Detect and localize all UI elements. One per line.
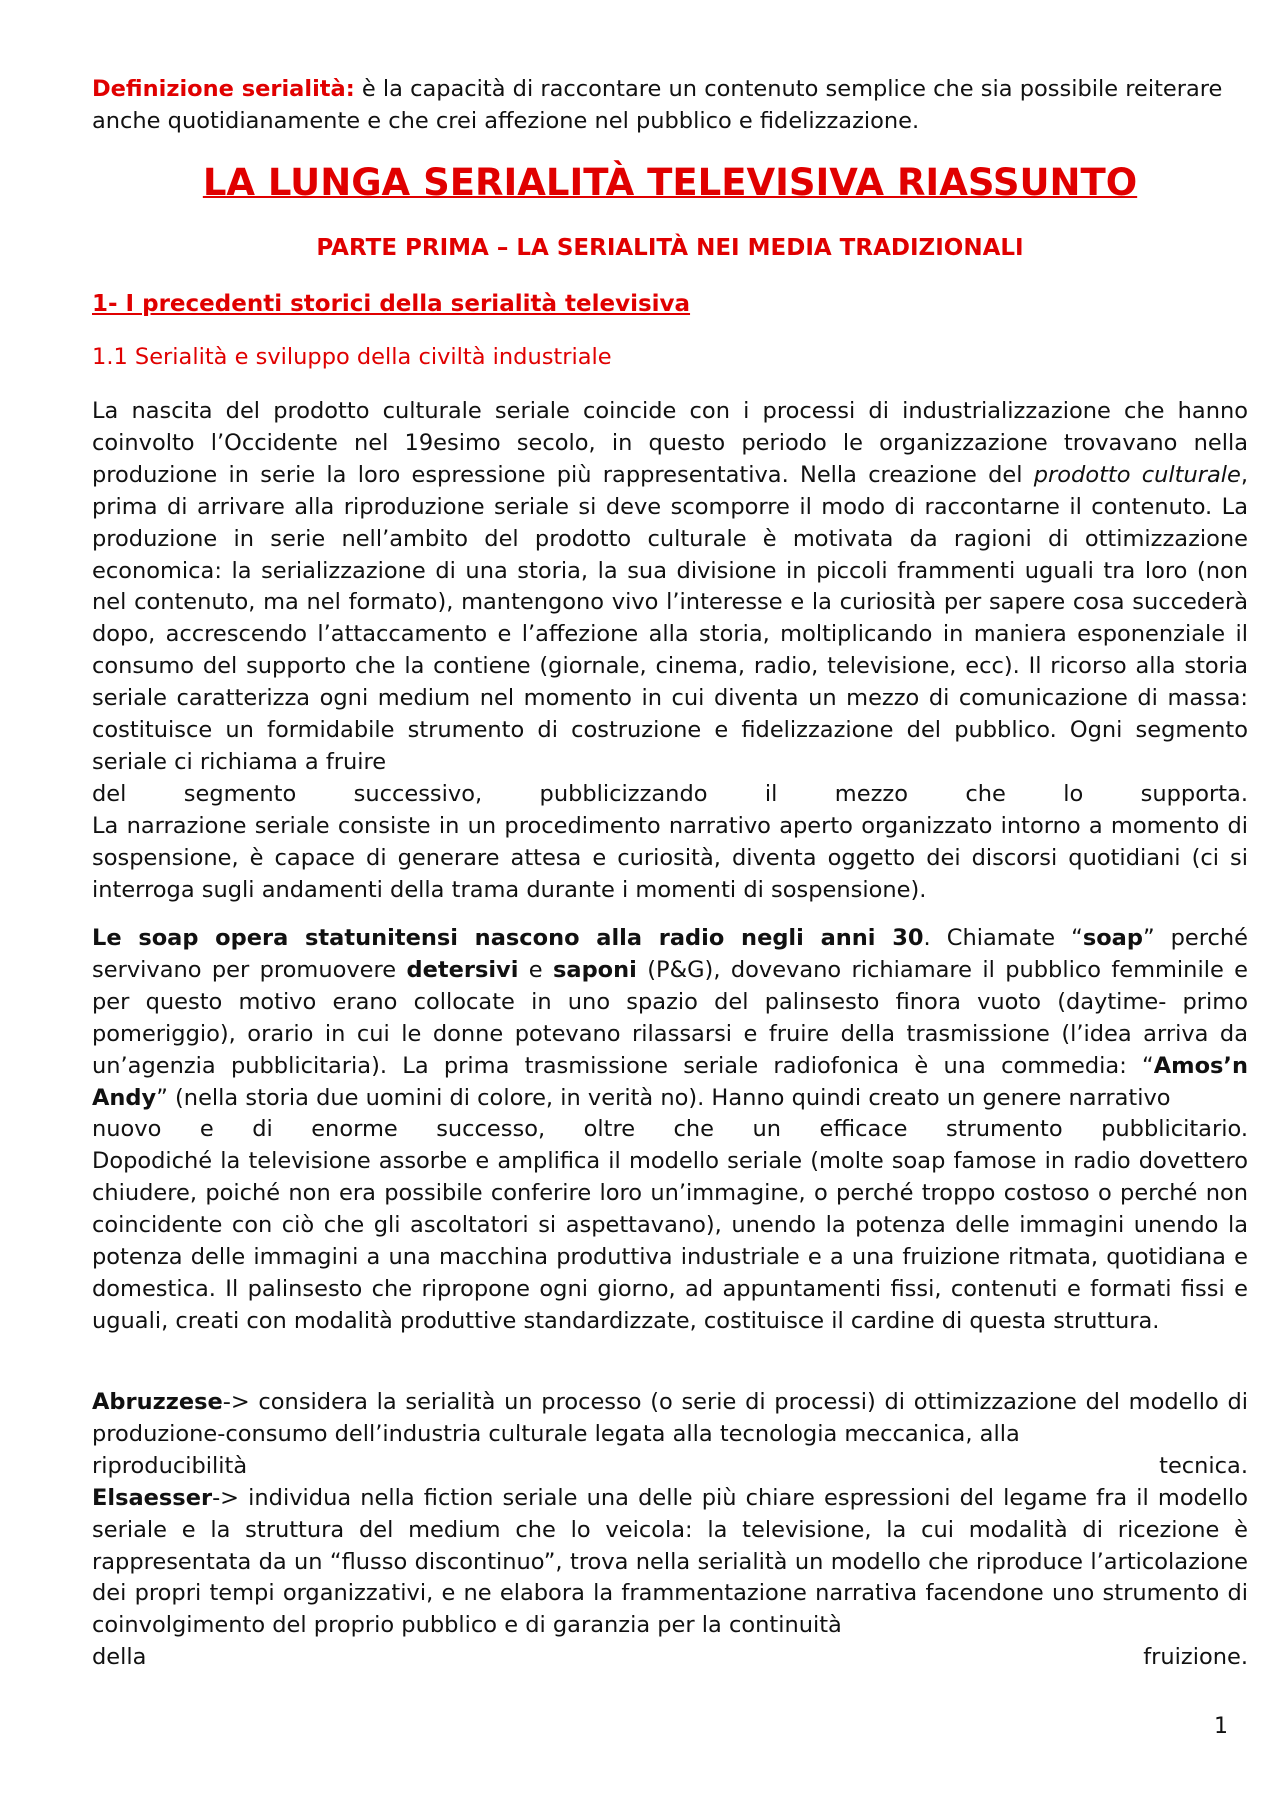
p3-bold-elsaesser: Elsaesser — [92, 1484, 213, 1511]
p2-text-7: Dopodiché la televisione assorbe e amplifica il modello seriale (molte soap famose in radio dovettero chiudere, poiché non era possibile conferire loro un’immagine, o perché troppo costoso o perché non coincidente con ciò che gli ascoltatori si aspettavano), unendo la potenza delle immagini unendo la potenza delle immagini a una macchina produttiva industriale e a una fruizione ritmata, quotidiana e domestica. Il palinsesto che ripropone ogni giorno, ad appuntamenti fissi, contenuti e formati fissi e uguali, creati con modalità produttive standardizzate, costituisce il cardine di questa struttura. — [92, 1148, 1248, 1334]
p2-text-2: ” perché servivano per promuovere — [92, 925, 1249, 983]
p1-text-a: La nascita del prodotto culturale seriale coincide con i processi di industrializzazione che hanno coinvolto l’Occidente nel 19esimo secolo, in questo periodo le organizzazione trovavano nella produzione in serie la loro espressione più rappresentativa. Nella creazione del — [92, 398, 1248, 488]
definition-text: è la capacità di raccontare un contenuto semplice che sia possibile reiterare anche quotidianamente e che crei affezione nel pubblico e fidelizzazione. — [92, 76, 1223, 134]
p3-forced-line-2: della fruizione. — [92, 1644, 1248, 1671]
p2-bold-amos-andy: Amos’n Andy — [92, 1052, 1248, 1111]
definition-paragraph — [92, 74, 1248, 138]
p1-text-b: , prima di arrivare alla riproduzione seriale si deve scomporre il modo di raccontarne il contenuto. La produzione in serie nell’ambito del prodotto culturale è motivata da ragioni di ottimizzazione economica: la serializzazione di una storia, la sua divisione in piccoli frammenti uguali tra loro (non nel contenuto, ma nel formato), mantengono vivo l’interesse e la curiosità per sapere cosa succederà dopo, accrescendo l’attaccamento e l’affezione alla storia, moltiplicando in maniera esponenziale il consumo del supporto che la contiene (giornale, cinema, radio, televisione, ecc). Il ricorso alla storia seriale caratterizza ogni medium nel momento in cui diventa un mezzo di comunicazione di massa: costituisce un formidabile strumento di costruzione e fidelizzazione del pubblico. Ogni segmento seriale ci richiama a fruire — [92, 461, 1249, 775]
p1-text-d: La narrazione seriale consiste in un procedimento narrativo aperto organizzato intorno a momento di sospensione, è capace di generare attesa e curiosità, diventa oggetto dei discorsi quotidiani (ci si interroga sugli andamenti della trama durante i momenti di sospensione). — [92, 812, 1248, 903]
p2-text-3: e — [518, 956, 553, 983]
p2-text-1: . Chiamate “ — [923, 925, 1083, 951]
p3-text-1: -> considera la serialità un processo (o serie di processi) di ottimizzazione del modello di produzione-consumo dell’industria culturale legata alla tecnologia meccanica, alla — [92, 1389, 1248, 1447]
p2-bold-detersivi: detersivi — [406, 956, 519, 983]
p3-bold-abruzzese: Abruzzese — [92, 1389, 223, 1415]
p3-text-3: -> individua nella fiction seriale una delle più chiare espressioni del legame fra il modello seriale e la struttura del medium che lo veicola: la televisione, la cui modalità di ricezione è rappresentata da un “flusso discontinuo”, trova nella serialità un modello che riproduce l’articolazione dei propri tempi organizzativi, e ne elabora la frammentazione narrativa facendone uno strumento di coinvolgimento del proprio pubblico e di garanzia per la continuità — [92, 1484, 1248, 1639]
p2-bold-1: Le soap opera statunitensi nascono alla radio negli anni 30 — [92, 925, 924, 951]
chapter-heading: 1- I precedenti storici della serialità televisiva — [92, 291, 691, 317]
p1-italic: prodotto culturale — [1033, 461, 1241, 488]
p3-forced-line-1: riproducibilità tecnica. — [92, 1452, 1248, 1479]
p1-forced-line: del segmento successivo, pubblicizzando il mezzo che lo supporta. — [92, 780, 1248, 807]
p2-bold-saponi: saponi — [553, 956, 637, 983]
definition-label: Definizione serialità: — [92, 76, 355, 102]
p2-text-4: (P&G), dovevano richiamare il pubblico femminile e per questo motivo erano collocate in uno spazio del palinsesto finora vuoto (daytime- primo pomeriggio), orario in cui le donne potevano rilassarsi e fruire della trasmissione (l’idea arriva da un’agenzia pubblicitaria). La prima trasmissione seriale radiofonica è una commedia: “ — [92, 956, 1248, 1079]
paragraph-industrial-seriality — [92, 396, 1248, 907]
p2-forced-line: nuovo e di enorme successo, oltre che un efficace strumento pubblicitario. — [92, 1116, 1248, 1143]
part-heading: PARTE PRIMA – LA SERIALITÀ NEI MEDIA TRADIZIONALI — [316, 235, 1024, 261]
paragraph-soap-opera — [92, 923, 1248, 1338]
paragraph-authors — [92, 1387, 1248, 1674]
p2-bold-soap: soap — [1082, 925, 1143, 951]
section-heading: 1.1 Serialità e sviluppo della civiltà industriale — [92, 344, 612, 370]
p2-text-5: ” (nella storia due uomini di colore, in verità no). Hanno quindi creato un genere narrativo — [156, 1084, 1171, 1111]
document-title: LA LUNGA SERIALITÀ TELEVISIVA RIASSUNTO — [202, 161, 1138, 204]
page-number: 1 — [1214, 1714, 1228, 1739]
